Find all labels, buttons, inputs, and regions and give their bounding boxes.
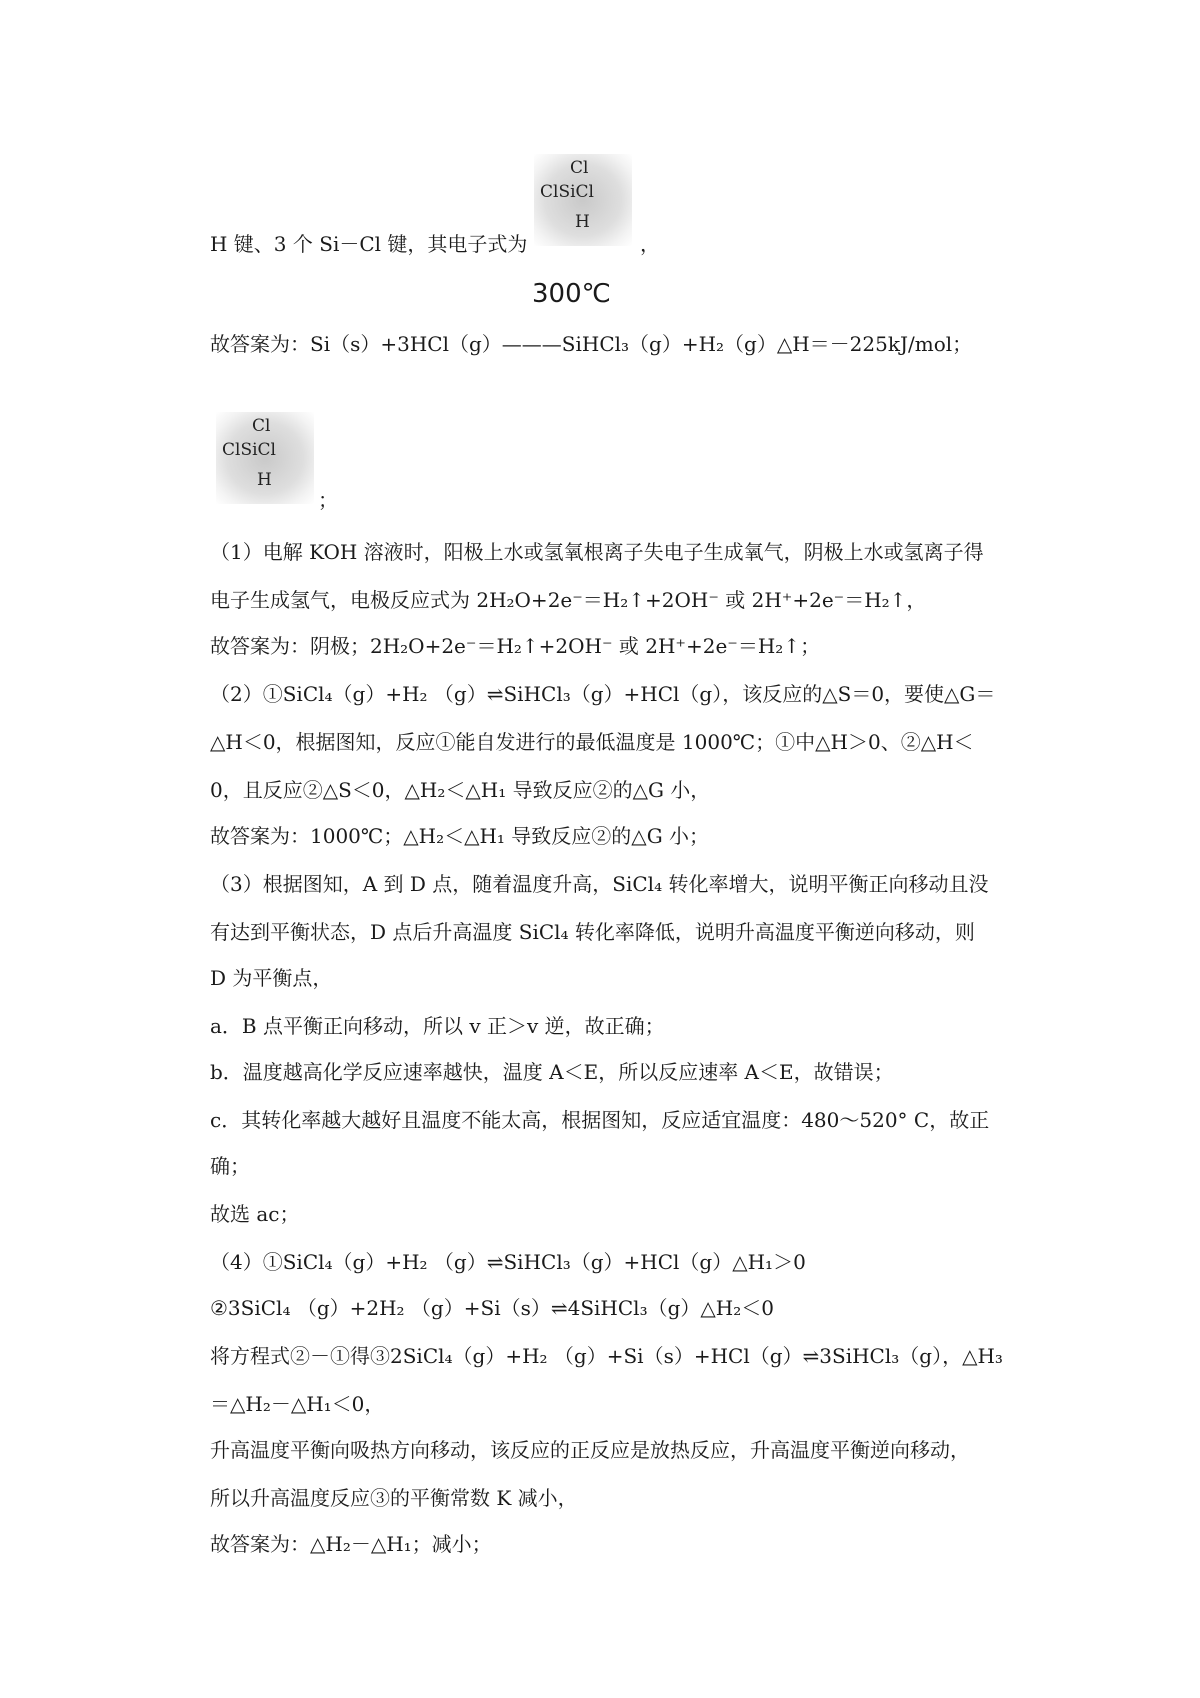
lewis-top-atom: Cl (570, 158, 589, 178)
lewis-middle-row (222, 440, 276, 460)
text-line: （2）①SiCl₄（g）+H₂ （g）⇌SiHCl₃（g）+HCl（g），该反应的△S＝0，要使△G＝ (210, 682, 996, 706)
text-line: 升高温度平衡向吸热方向移动，该反应的正反应是放热反应，升高温度平衡逆向移动， (210, 1438, 970, 1462)
text-line: ； (318, 488, 338, 512)
lewis-right-atom: Cl (575, 182, 594, 202)
lewis-left-atom: Cl (222, 440, 241, 460)
text-line: 故答案为：1000℃；△H₂＜△H₁ 导致反应②的△G 小； (210, 824, 710, 848)
lewis-right-atom: Cl (257, 440, 276, 460)
text-line: ②3SiCl₄ （g）+2H₂ （g）+Si（s）⇌4SiHCl₃（g）△H₂＜0 (210, 1296, 774, 1320)
lewis-middle-row (540, 182, 594, 202)
lewis-structure-image (216, 412, 314, 504)
lewis-top-atom: Cl (252, 416, 271, 436)
reaction-condition: 300℃ (532, 279, 611, 309)
text-line: ＝△H₂－△H₁＜0， (210, 1392, 385, 1416)
text-line: a．B 点平衡正向移动，所以 v 正＞v 逆，故正确； (210, 1014, 665, 1038)
lewis-center-atom: Si (240, 440, 258, 460)
text-line: b．温度越高化学反应速率越快，温度 A＜E，所以反应速率 A＜E，故错误； (210, 1060, 894, 1084)
text-line: 故答案为：Si（s）+3HCl（g）———SiHCl₃（g）+H₂（g）△H＝－225kJ/mol； (210, 332, 973, 356)
lewis-bottom-atom: H (575, 212, 590, 232)
text-line: （3）根据图知，A 到 D 点，随着温度升高，SiCl₄ 转化率增大，说明平衡正向移动且没 (210, 872, 989, 896)
text-line: 所以升高温度反应③的平衡常数 K 减小， (210, 1486, 578, 1510)
text-line: D 为平衡点， (210, 966, 333, 990)
text-segment: ， (640, 232, 660, 256)
text-line: △H＜0，根据图知，反应①能自发进行的最低温度是 1000℃；①中△H＞0、②△H＜ (210, 730, 974, 754)
text-line: 有达到平衡状态，D 点后升高温度 SiCl₄ 转化率降低，说明升高温度平衡逆向移动，则 (210, 920, 975, 944)
text-line: 将方程式②－①得③2SiCl₄（g）+H₂ （g）+Si（s）+HCl（g）⇌3SiHCl₃（g），△H₃ (210, 1344, 1003, 1368)
text-line: （1）电解 KOH 溶液时，阳极上水或氢氧根离子失电子生成氧气，阴极上水或氢离子得 (210, 540, 984, 564)
lewis-center-atom: Si (558, 182, 576, 202)
text-line: c．其转化率越大越好且温度不能太高，根据图知，反应适宜温度：480～520° C，故正 (210, 1108, 990, 1132)
text-line: 电子生成氢气，电极反应式为 2H₂O+2e⁻＝H₂↑+2OH⁻ 或 2H⁺+2e⁻＝H₂↑， (210, 588, 927, 612)
text-segment: H 键、3 个 Si－Cl 键，其电子式为 (210, 232, 528, 256)
text-line: 0，且反应②△S＜0，△H₂＜△H₁ 导致反应②的△G 小， (210, 778, 711, 802)
text-line: 确； (210, 1154, 250, 1178)
text-line: 故答案为：△H₂－△H₁；减小； (210, 1532, 492, 1556)
text-line (210, 230, 1028, 258)
lewis-bottom-atom: H (257, 470, 272, 490)
text-line: 故答案为：阴极；2H₂O+2e⁻＝H₂↑+2OH⁻ 或 2H⁺+2e⁻＝H₂↑； (210, 634, 821, 658)
lewis-left-atom: Cl (540, 182, 559, 202)
text-line: （4）①SiCl₄（g）+H₂ （g）⇌SiHCl₃（g）+HCl（g）△H₁＞0 (210, 1250, 806, 1274)
text-line: 故选 ac； (210, 1202, 300, 1226)
